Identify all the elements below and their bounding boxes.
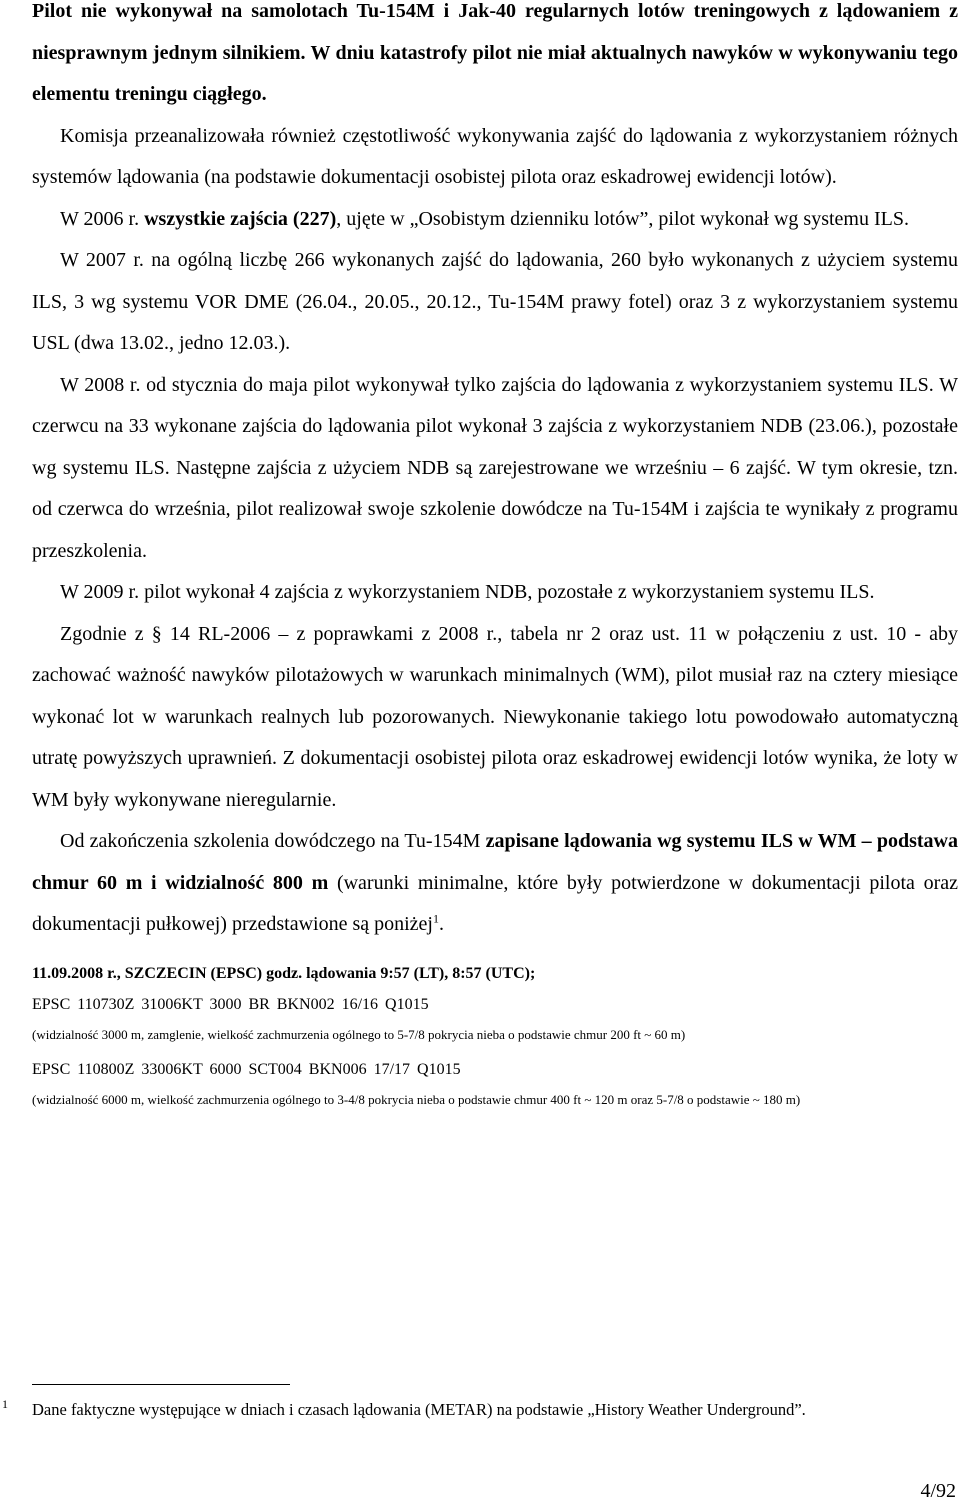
footnote-separator — [32, 1384, 290, 1385]
footnote-text: Dane faktyczne występujące w dniach i czasach lądowania (METAR) na podstawie „History Weather Underground”. — [32, 1400, 806, 1419]
weather-heading: 11.09.2008 r., SZCZECIN (EPSC) godz. lądowania 9:57 (LT), 8:57 (UTC); — [32, 964, 536, 982]
document-page — [2, 0, 958, 1419]
paragraph-2009: W 2009 r. pilot wykonał 4 zajścia z wykorzystaniem NDB, pozostałe z wykorzystaniem systemu ILS. — [60, 581, 875, 603]
metar-report-2: EPSC 110800Z 33006KT 6000 SCT004 BKN006 17/17 Q1015 — [32, 1060, 461, 1078]
paragraph-2007: W 2007 r. na ogólną liczbę 266 wykonanych zajść do lądowania, 260 było wykonanych z użyciem systemu ILS, 3 wg systemu VOR DME (26.04., 20.05., 20.12., Tu-154M prawy fotel) oraz 3 z wykorzystaniem systemu USL (dwa 13.02., jedno 12.03.). — [32, 249, 958, 354]
paragraph-2008: W 2008 r. od stycznia do maja pilot wykonywał tylko zajścia do lądowania z wykorzystaniem systemu ILS. W czerwcu na 33 wykonane zajścia do lądowania pilot wykonał 3 zajścia z wykorzystaniem NDB (23.06.), pozostałe wg systemu ILS. Następne zajścia z użyciem NDB są zarejestrowane we wrześniu – 6 zajść. W tym okresie, tzn. od czerwca do września, pilot realizował swoje szkolenie dowódcze na Tu-154M i zajścia te wynikały z programu przeszkolenia. — [32, 373, 958, 562]
paragraph-ils-rest: (warunki minimalne, które były potwierdzone w dokumentacji pilota oraz dokumentacji pułkowej) przedstawione są poniżej — [32, 871, 958, 935]
paragraph-ils-bold: zapisane lądowania wg systemu ILS w WM – podstawa chmur 60 m i widzialność 800 m — [32, 830, 958, 894]
paragraph-commission-analysis: Komisja przeanalizowała również częstotliwość wykonywania zajść do lądowania z wykorzystaniem różnych systemów lądowania (na podstawie dokumentacji osobistej pilota oraz eskadrowej ewidencji lotów). — [32, 124, 958, 188]
paragraph-single-engine-training: Pilot nie wykonywał na samolotach Tu-154M i Jak-40 regularnych lotów treningowych z lądowaniem z niesprawnym jednym silnikiem. W dniu katastrofy pilot nie miał aktualnych nawyków w wykonywaniu tego elementu treningu ciągłego. — [32, 0, 958, 105]
paragraph-2006-rest: , ujęte w „Osobistym dzienniku lotów”, pilot wykonał wg systemu ILS. — [336, 207, 909, 230]
paragraph-2006-lead: W 2006 r. — [60, 207, 145, 230]
paragraph-2006-bold: wszystkie zajścia (227) — [144, 207, 337, 230]
paragraph-regulations: Zgodnie z § 14 RL-2006 – z poprawkami z 2008 r., tabela nr 2 oraz ust. 11 w połączeniu z ust. 10 - aby zachować ważność nawyków pilotażowych w warunkach minimalnych (WM), pilot musiał raz na cztery miesiące wykonać lot w warunkach realnych lub pozorowanych. Niewykonanie takiego lotu powodowało automatyczną utratę powyższych uprawnień. Z dokumentacji osobistej pilota oraz eskadrowej ewidencji lotów wynika, że loty w WM były wykonywane nieregularnie. — [32, 622, 958, 811]
paragraph-ils-period: . — [439, 913, 444, 935]
footnote-reference[interactable]: 1 — [433, 911, 439, 926]
footnote — [2, 1397, 958, 1422]
metar-report-1: EPSC 110730Z 31006KT 3000 BR BKN002 16/16 Q1015 — [32, 995, 429, 1013]
page-number: 4/92 — [920, 1480, 956, 1502]
metar-explanation-2: (widzialność 6000 m, wielkość zachmurzenia ogólnego to 3-4/8 pokrycia nieba o podstawie chmur 400 ft ~ 120 m oraz 5-7/8 o podstawie ~ 180 m) — [32, 1091, 801, 1107]
paragraph-ils-landings — [32, 821, 958, 946]
paragraph-2006 — [32, 199, 958, 241]
footnote-number: 1 — [2, 1397, 8, 1411]
paragraph-ils-lead: Od zakończenia szkolenia dowódczego na Tu-154M — [60, 830, 486, 852]
metar-explanation-1: (widzialność 3000 m, zamglenie, wielkość zachmurzenia ogólnego to 5-7/8 pokrycia nieba o podstawie chmur 200 ft ~ 60 m) — [32, 1026, 686, 1042]
